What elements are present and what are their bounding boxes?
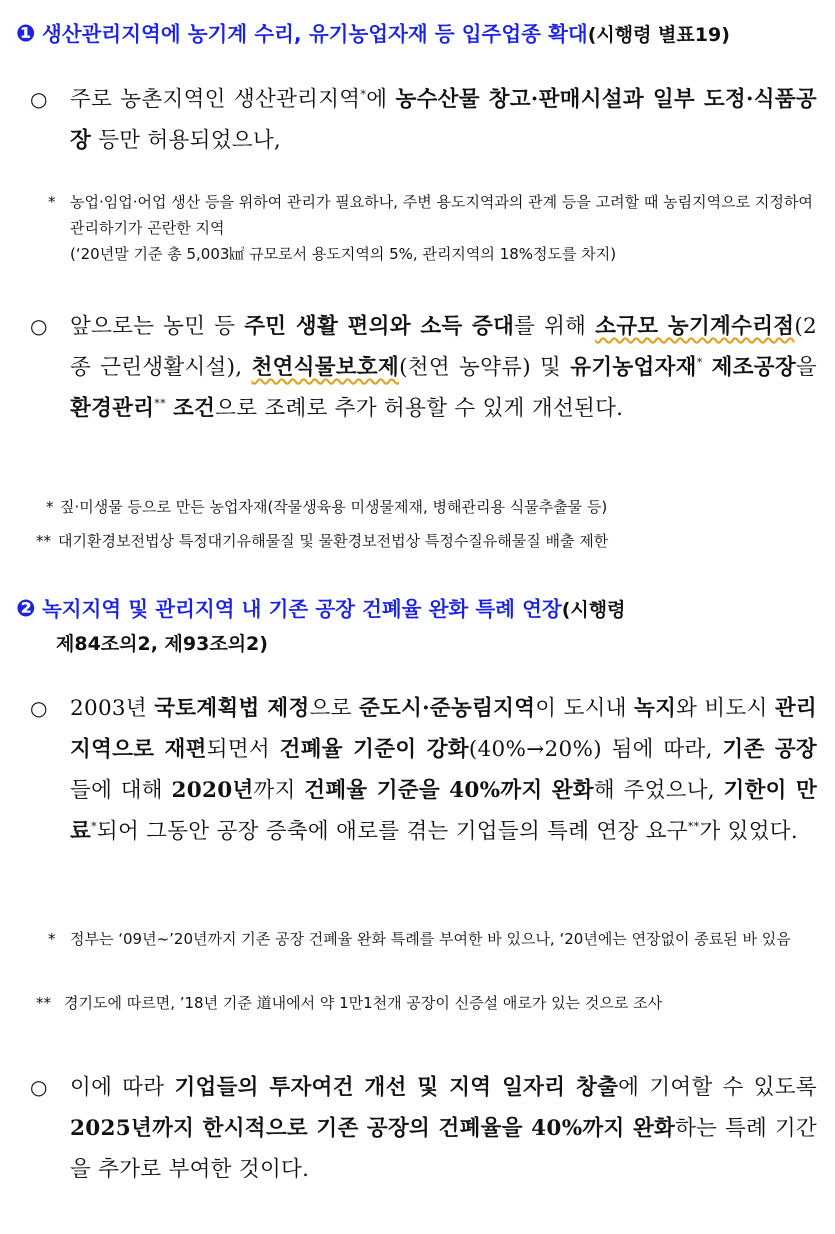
section-2-paragraph-1: ○ 2003년 국토계획법 제정으로 준도시·준농림지역이 도시내 녹지와 비도시 관리지역으로 재편되면서 건폐율 기준이 강화(40%→20%) 됨에 따라, 기존 공장들에 대해 2020년까지 건폐율 기준을 40%까지 완화해 주었으나, 기한이 만료*되어 그동안 공장 증축에 애로를 겪는 기업들의 특례 연장 요구**가 있었다. — [30, 688, 817, 852]
section-2-paragraph-2: ○ 이에 따라 기업들의 투자여건 개선 및 지역 일자리 창출에 기여할 수 있도록 2025년까지 한시적으로 기존 공장의 건폐율을 40%까지 완화하는 특례 기간을 추가로 부여한 것이다. — [30, 1067, 817, 1190]
section-1-number: ❶ — [16, 21, 36, 47]
section-1-ref: (시행령 별표19) — [587, 24, 730, 46]
section-1-footnote-3: ** 대기환경보전법상 특정대기유해물질 및 물환경보전법상 특정수질유해물질 배출 제한 — [36, 532, 609, 550]
bullet-icon: ○ — [30, 696, 48, 720]
section-2-number: ❷ — [16, 596, 36, 622]
section-2-ref: (시행령 — [561, 599, 626, 621]
bullet-icon: ○ — [30, 314, 48, 338]
section-2-title: 녹지지역 및 관리지역 내 기존 공장 건폐율 완화 특례 연장 — [42, 597, 562, 621]
section-2-ref-continued: 제84조의2, 제93조의2) — [56, 633, 268, 655]
section-1-paragraph-2: ○ 앞으로는 농민 등 주민 생활 편의와 소득 증대를 위해 소규모 농기계수리점(2종 근린생활시설), 천연식물보호제(천연 농약류) 및 유기농업자재* 제조공장을 환경관리** 조건으로 조례로 추가 허용할 수 있게 개선된다. — [30, 306, 817, 429]
section-1-heading — [0, 17, 835, 52]
section-2-footnote-2: ** 경기도에 따르면, ’18년 기준 道내에서 약 1만1천개 공장이 신증설 애로가 있는 것으로 조사 — [36, 994, 663, 1012]
section-2-heading — [0, 592, 835, 661]
section-1-footnote-1: * 농업·임업·어업 생산 등을 위하여 관리가 필요하나, 주변 용도지역과의 관계 등을 고려할 때 농림지역으로 지정하여 관리하기가 곤란한 지역 (‘20년말 기준 총 5,003㎢ 규모로서 용도지역의 5%, 관리지역의 18%정도를 차지) — [48, 193, 813, 263]
section-1-paragraph-1: ○ 주로 농촌지역인 생산관리지역*에 농수산물 창고·판매시설과 일부 도정·식품공장 등만 허용되었으나, — [30, 79, 817, 161]
section-2-footnote-1: * 정부는 ‘09년~’20년까지 기존 공장 건폐율 완화 특례를 부여한 바 있으나, ‘20년에는 연장없이 종료된 바 있음 — [48, 930, 791, 948]
section-1-title: 생산관리지역에 농기계 수리, 유기농업자재 등 입주업종 확대 — [42, 22, 588, 46]
bullet-icon: ○ — [30, 1075, 48, 1099]
section-1-footnote-2: * 짚·미생물 등으로 만든 농업자재(작물생육용 미생물제재, 병해관리용 식물추출물 등) — [46, 498, 608, 516]
bullet-icon: ○ — [30, 87, 48, 111]
